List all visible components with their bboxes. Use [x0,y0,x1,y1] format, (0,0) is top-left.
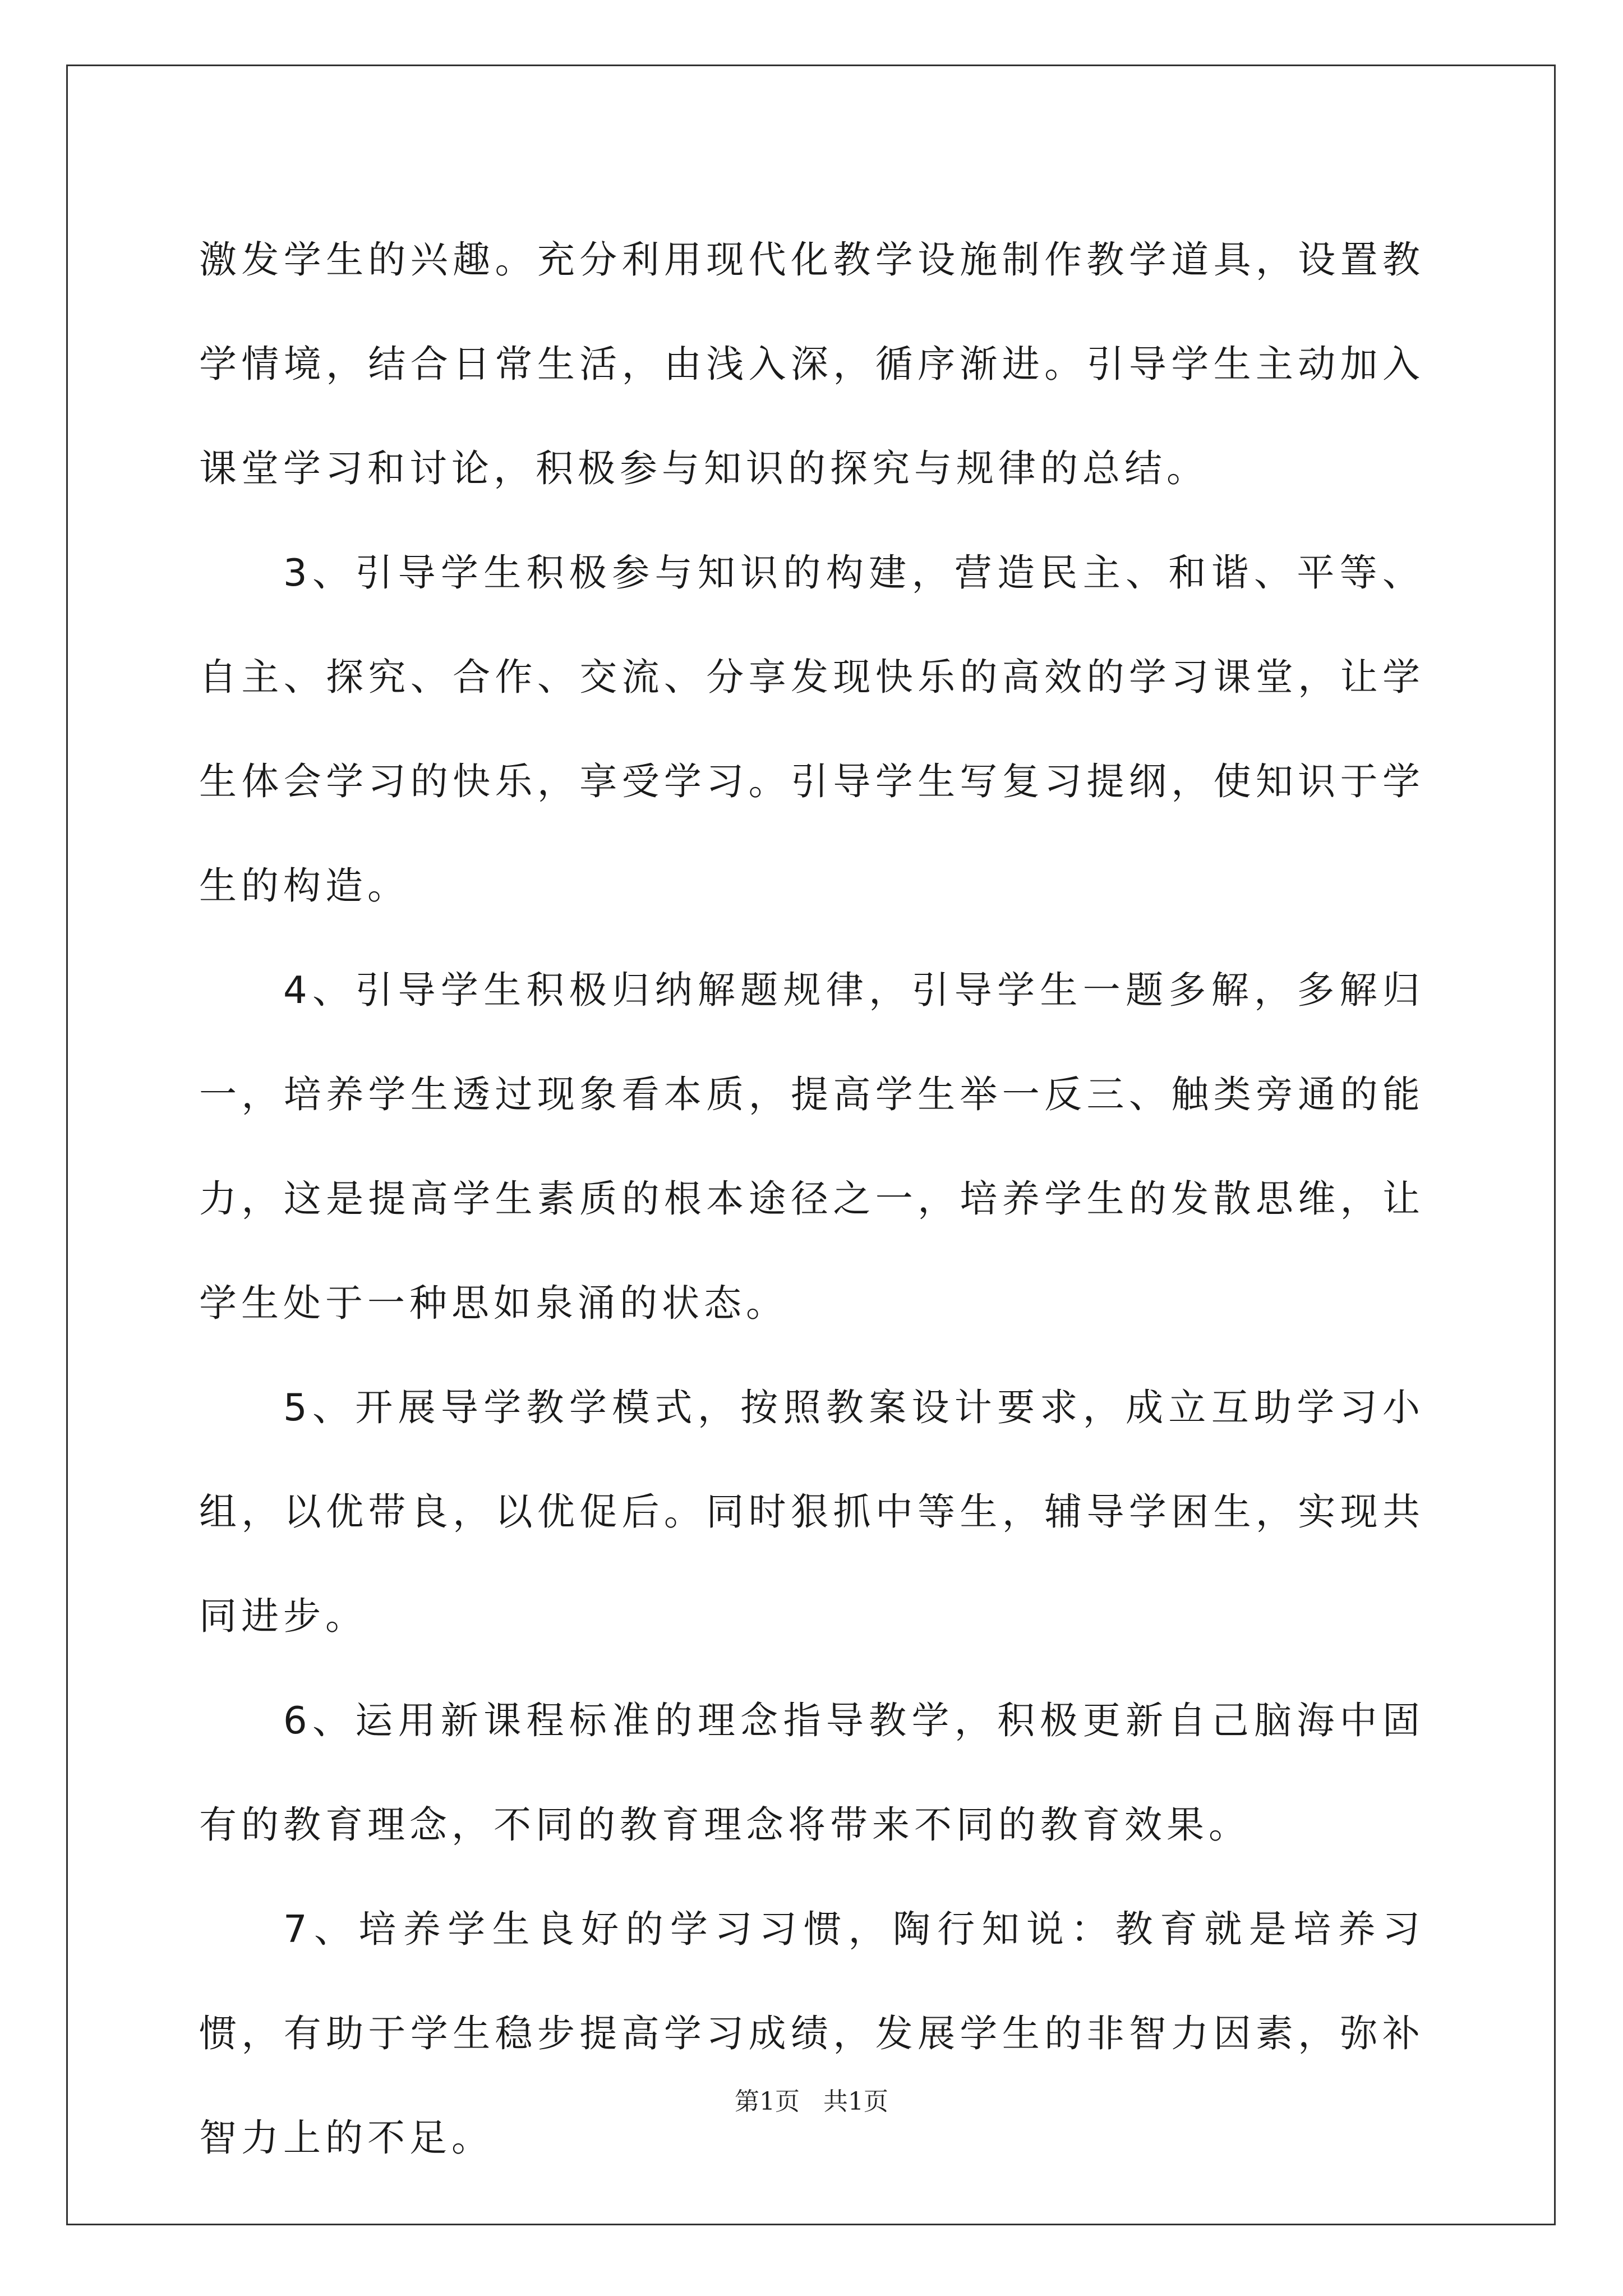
paragraph: 7、培养学生良好的学习习惯，陶行知说：教育就是培养习惯，有助于学生稳步提高学习成绩，发展学生的非智力因素，弥补智力上的不足。 [199,1907,1424,2160]
paragraph: 3、引导学生积极参与知识的构建，营造民主、和谐、平等、自主、探究、合作、交流、分享发现快乐的高效的学习课堂，让学生体会学习的快乐，享受学习。引导学生写复习提纲，使知识于学生的构造。 [199,551,1424,908]
paragraph: 5、开展导学教学模式，按照教案设计要求，成立互助学习小组，以优带良，以优促后。同时狠抓中等生，辅导学困生，实现共同进步。 [199,1386,1424,1638]
document-body [199,208,1424,2190]
paragraph: 4、引导学生积极归纳解题规律，引导学生一题多解，多解归一，培养学生透过现象看本质，提高学生举一反三、触类旁通的能力，这是提高学生素质的根本途径之一，培养学生的发散思维，让学生处于一种思如泉涌的状态。 [199,968,1424,1325]
page-footer: 第1页 共1页 [735,2087,888,2116]
paragraph: 激发学生的兴趣。充分利用现代化教学设施制作教学道具，设置教学情境，结合日常生活，由浅入深，循序渐进。引导学生主动加入课堂学习和讨论，积极参与知识的探究与规律的总结。 [199,238,1424,490]
paragraph: 6、运用新课程标准的理念指导教学，积极更新自己脑海中固有的教育理念，不同的教育理念将带来不同的教育效果。 [199,1699,1424,1847]
